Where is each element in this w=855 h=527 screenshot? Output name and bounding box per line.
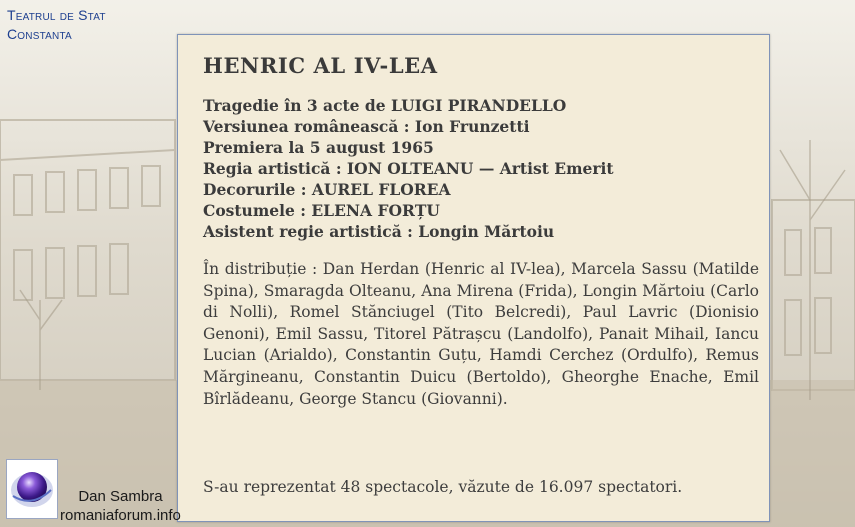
logo[interactable] xyxy=(6,459,58,519)
credit-line: Premiera la 5 august 1965 xyxy=(203,138,434,157)
site-title-line2: Constanta xyxy=(7,26,72,42)
credit-line: Tragedie în 3 acte de LUIGI PIRANDELLO xyxy=(203,96,567,115)
credit-line: Regia artistică : ION OLTEANU — Artist Emerit xyxy=(203,159,614,178)
performance-summary: S-au reprezentat 48 spectacole, văzute de 16.097 spectatori. xyxy=(203,478,683,496)
play-title: HENRIC AL IV-LEA xyxy=(203,53,438,78)
author-site[interactable]: romaniaforum.info xyxy=(60,507,181,524)
document-panel xyxy=(177,34,770,522)
credit-line: Decorurile : AUREL FLOREA xyxy=(203,180,451,199)
author-credit xyxy=(60,487,181,525)
author-name: Dan Sambra xyxy=(78,488,163,505)
credits-block xyxy=(203,95,763,242)
cast-paragraph: În distribuție : Dan Herdan (Henric al IV-lea), Marcela Sassu (Matilde Spina), Smaragda Olteanu, Ana Mirena (Frida), Longin Mărtoiu (Carlo di Nolli), Romel Stănciugel (Tito Belcredi), Paul Lavric (Dionisio Genoni), Emil Sassu, Titorel Pătrașcu (Landolfo), Panait Mihail, Iancu Lucian (Arialdo), Constantin Guțu, Hamdi Cerchez (Ordulfo), Remus Mărgineanu, Constantin Duicu (Bertoldo), Gheorghe Enache, Emil Bîrlădeanu, George Stancu (Giovanni). xyxy=(203,260,759,408)
site-title-line1: Teatrul de Stat xyxy=(7,7,106,23)
credit-line: Costumele : ELENA FORȚU xyxy=(203,201,440,220)
credit-line: Asistent regie artistică : Longin Mărtoiu xyxy=(203,222,555,241)
credit-line: Versiunea românească : Ion Frunzetti xyxy=(203,117,530,136)
site-title xyxy=(7,6,106,44)
purple-orb-logo-icon xyxy=(7,460,57,518)
